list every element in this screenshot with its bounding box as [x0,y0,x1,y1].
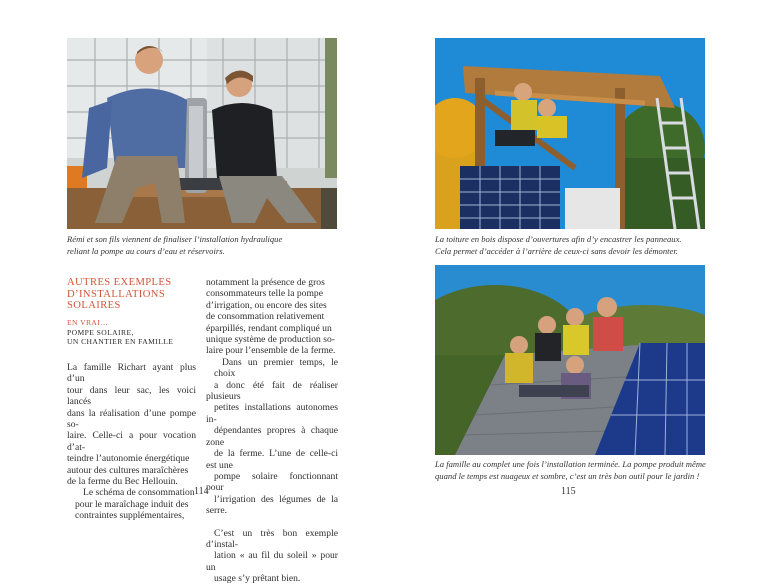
text-line: l’irrigation des légumes de la serre. [206,493,338,517]
section-title-line: D’INSTALLATIONS [67,288,166,300]
caption-line: Cela permet d’accéder à l’arrière de ceux-ci sans devoir les démonter. [435,245,678,256]
text-line: notamment la présence de gros [206,277,325,288]
paragraph [206,357,338,517]
text-line: La famille Richart ayant plus d’un [67,362,196,385]
photo-roof-frame [435,38,705,229]
section-title-line: AUTRES EXEMPLES [67,277,172,288]
paragraph [206,528,338,585]
kicker: EN VRAI… [67,318,109,327]
text-line: tour dans leur sac, les voici lancés [67,384,196,408]
caption-top-right-photo [435,234,735,257]
caption-line: Rémi et son fils viennent de finaliser l’installation hydraulique [67,234,283,244]
caption-line: La toiture en bois dispose d’ouvertures afin d’y encastrer les panneaux. [435,234,682,244]
text-line: de consommation relativement [206,311,325,323]
text-line: dépendantes propres à chaque zone [206,425,338,448]
text-line: dans la réalisation d’une pompe so- [67,407,196,431]
text-line: laire. Celle-ci a pour vocation d’at- [67,430,196,453]
caption-line: reliant la pompe au cours d’eau et réservoirs. [67,245,225,256]
text-line: éparpillés, rendant compliqué un [206,322,332,334]
page-number-right: 115 [561,486,576,497]
text-line: laire pour l’ensemble de la ferme. [206,345,336,357]
caption-line: quand le temps est nuageux et sombre, c’est un très bon outil pour le jardin ! [435,470,700,481]
text-line: usage s’y prêtant bien. [214,573,301,585]
caption-bottom-right-photo [435,459,735,482]
text-line: Dans un premier temps, le choix [214,356,338,380]
text-line: consommateurs telle la pompe [206,288,323,300]
caption-line: La famille au complet une fois l’installation terminée. La pompe produit même [435,459,706,469]
text-line: teindre l’autonomie énergétique [67,453,190,465]
body-column-2 [206,277,338,585]
text-line: C’est un très bon exemple d’instal- [206,527,338,550]
text-line: autour des cultures maraîchères [67,464,189,476]
text-line: a donc été fait de réaliser plusieurs [206,379,338,403]
text-line: de la ferme du Bec Hellouin. [67,476,178,488]
text-line: pour le maraîchage induit des [75,498,189,510]
photo-family-roof-illustration [435,265,705,455]
paragraph [67,487,196,521]
subhead-line: UN CHANTIER EN FAMILLE [67,337,174,347]
text-line: de la ferme. L’une de celle-ci est une [206,448,338,471]
caption-left-photo [67,234,357,257]
text-line: lation « au fil du soleil » pour un [206,550,338,573]
text-line: unique système de production so- [206,334,335,346]
text-line: Le schéma de consommation [83,487,195,499]
subhead-line: POMPE SOLAIRE, [67,327,134,337]
page-number-left: 114 [194,486,209,497]
text-line: contraintes supplémentaires, [75,510,185,522]
photo-pump-installation-illustration [67,38,337,229]
subheading [67,318,197,347]
section-title [67,277,197,312]
photo-pump-installation [67,38,337,229]
photo-family-roof [435,265,705,455]
paragraph [67,362,196,487]
photo-roof-frame-illustration [435,38,705,229]
text-line: pompe solaire fonctionnant pour [206,470,338,494]
section-title-line: SOLAIRES [67,300,121,311]
text-line: d’irrigation, ou encore des sites [206,299,327,311]
text-line: petites installations autonomes in- [206,402,338,425]
paragraph [206,277,338,357]
body-column-1 [67,362,196,522]
